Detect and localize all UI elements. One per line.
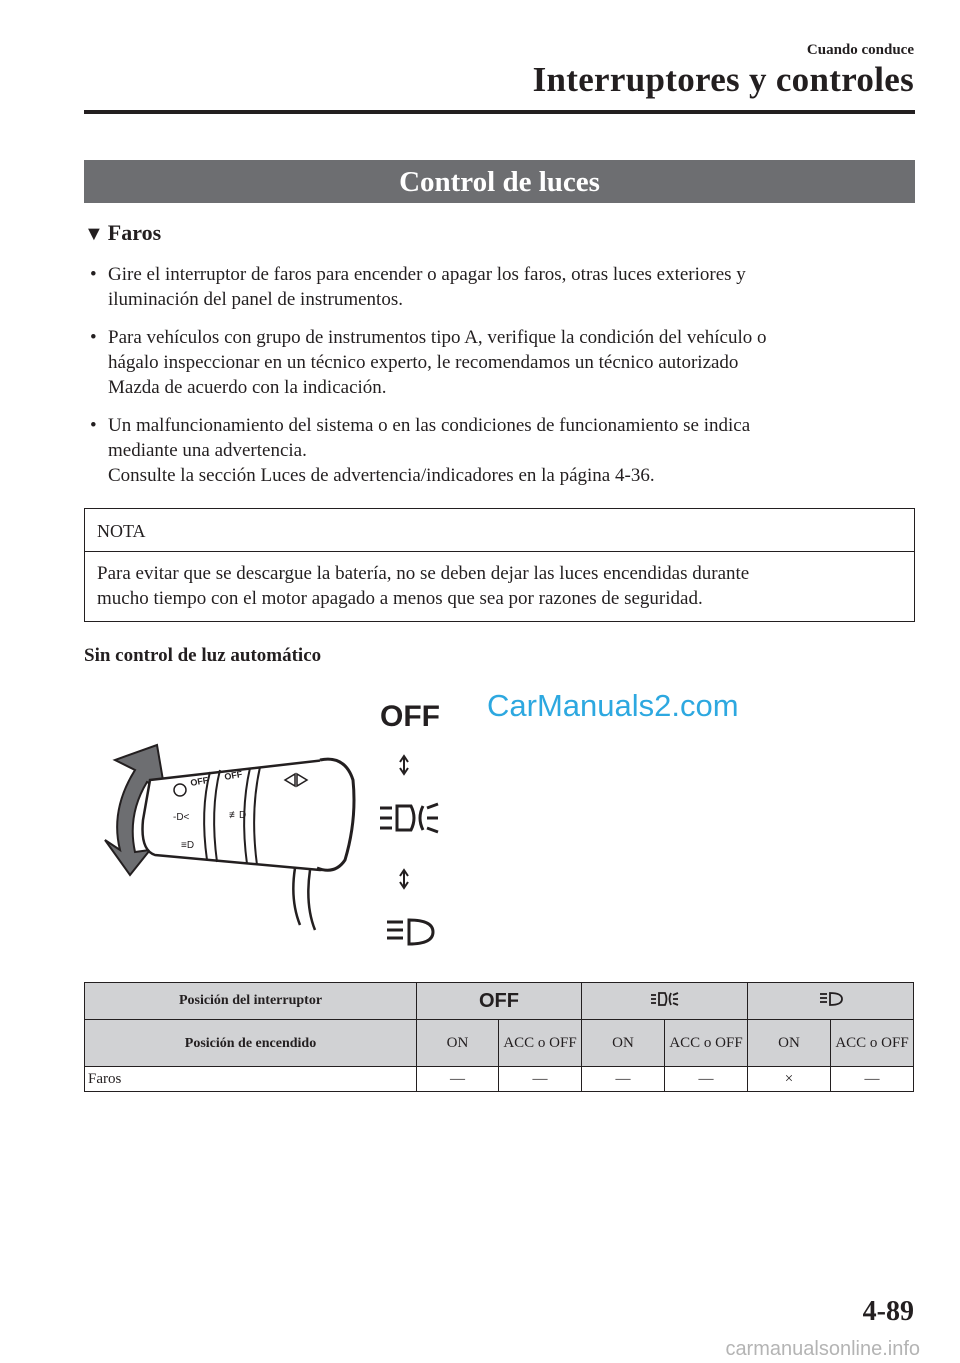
table-cell: ON [748,1020,831,1067]
bullet-list [90,262,910,501]
table-cell: ACC o OFF [831,1020,914,1067]
note-line: mucho tiempo con el motor apagado a menos que sea por razones de seguridad. [97,588,703,609]
subsection-marker: ▼ [84,223,104,245]
table-cell: — [499,1067,582,1092]
parking-light-icon [582,983,748,1020]
header-rule [84,110,915,114]
table-cell: ACC o OFF [499,1020,582,1067]
subsection-title: Faros [107,220,162,245]
header-chapter: Cuando conduce [806,42,914,58]
table-row-label: Faros [85,1067,417,1092]
figure-off-label: OFF [380,700,440,733]
table-cell: — [417,1067,499,1092]
fog-light-icon: ≢D [229,810,247,821]
note-box [84,508,915,622]
bullet-item [90,262,910,312]
footer-link[interactable]: carmanualsonline.info [725,1338,920,1360]
bullet-line: iluminación del panel de instrumentos. [108,289,403,310]
bullet-line: mediante una advertencia. [108,440,307,461]
table-cell: ON [582,1020,665,1067]
section-title: Control de luces [84,160,915,203]
table-row [85,1067,914,1092]
bullet-line: Gire el interruptor de faros para encender o apagar los faros, otras luces exteriores y [108,264,746,285]
parking-light-icon: -D< [173,812,190,823]
table-row-label: Posición de encendido [85,1020,417,1067]
note-title: NOTA [85,509,914,552]
table-cell: — [582,1067,665,1092]
stalk-off-label: OFF [189,774,210,788]
table-cell: ON [417,1020,499,1067]
note-text [85,552,914,620]
switch-position-table [84,982,914,1092]
bullet-line: hágalo inspeccionar en un técnico experto, le recomendamos un técnico autorizado [108,352,739,373]
header-title: Interruptores y controles [532,60,914,99]
parking-light-large-icon [380,804,438,832]
figure-subheading: Sin control de luz automático [84,645,322,666]
table-row [85,1020,914,1067]
watermark: CarManuals2.com [487,688,739,723]
bullet-item [90,325,910,400]
up-down-arrow-icon [400,870,408,888]
table-row [85,983,914,1020]
bullet-item [90,413,910,488]
page-number: 4-89 [862,1296,914,1327]
stalk-off-label: OFF [223,768,244,782]
note-line: Para evitar que se descargue la batería, no se deben dejar las luces encendidas durante [97,563,750,584]
stalk-stem [293,868,300,925]
bullet-line: Consulte la sección Luces de advertencia/indicadores en la página 4-36. [108,465,655,486]
subsection-heading [84,220,161,246]
bullet-line: Para vehículos con grupo de instrumentos tipo A, verifique la condición del vehículo o [108,327,767,348]
headlight-icon: ≡D [181,840,195,851]
table-header-cell: Posición del interruptor [85,983,417,1020]
stalk-knob [317,759,354,870]
table-cell: × [748,1067,831,1092]
bullet-line: Mazda de acuerdo con la indicación. [108,377,387,398]
stalk-stem [308,870,315,930]
table-cell: — [665,1067,748,1092]
bullet-line: Un malfuncionamiento del sistema o en las condiciones de funcionamiento se indica [108,415,751,436]
off-icon: OFF [417,983,582,1020]
table-cell: ACC o OFF [665,1020,748,1067]
headlight-icon [748,983,914,1020]
up-down-arrow-icon [400,756,408,774]
light-switch-illustration [95,700,455,960]
headlight-large-icon [387,920,433,944]
table-cell: — [831,1067,914,1092]
